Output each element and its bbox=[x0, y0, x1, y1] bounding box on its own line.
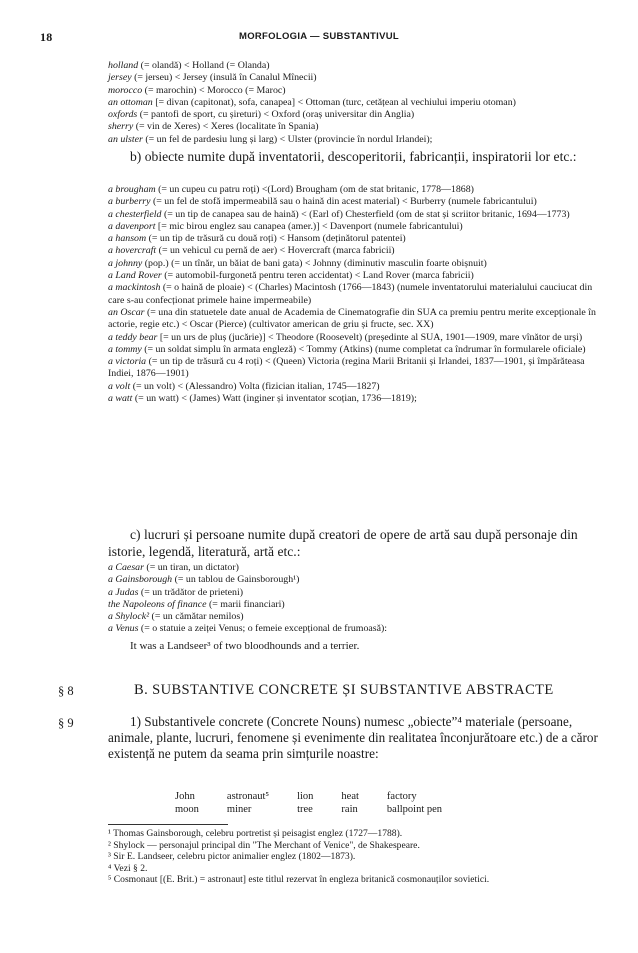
entry-item bbox=[108, 344, 610, 356]
entry-word: sherry bbox=[108, 121, 134, 133]
entry-item bbox=[108, 356, 610, 381]
word-cell: moon bbox=[175, 804, 199, 815]
entries-list-a bbox=[108, 60, 610, 146]
word-cell: astronaut⁵ bbox=[226, 791, 270, 802]
entry-word: holland bbox=[108, 60, 139, 71]
entry-definition: (= pantofi de sport, cu șireturi) < Oxford (oraș universitar din Anglia) bbox=[137, 109, 415, 121]
entry-item bbox=[108, 270, 610, 282]
entry-word: morocco bbox=[108, 84, 143, 96]
footnote: ⁴ Vezi § 2. bbox=[108, 862, 148, 874]
entry-item bbox=[108, 611, 610, 623]
entry-item bbox=[108, 97, 610, 109]
footnote: ³ Sir E. Landseer, celebru pictor animalier englez (1802—1873). bbox=[108, 851, 356, 863]
entry-item bbox=[108, 332, 610, 344]
words-row bbox=[175, 803, 470, 816]
words-row bbox=[175, 790, 470, 803]
entry-definition: (= un volt) < (Alessandro) Volta (fizician italian, 1745—1827) bbox=[130, 380, 380, 392]
heading-b: b) obiecte numite după inventatorii, descoperitorii, fabricanții, inspiratorii lor etc.: bbox=[130, 149, 577, 164]
entry-definition: (= un vehicul cu pernă de aer) < Hovercraft (marca fabricii) bbox=[156, 245, 395, 257]
entries-list-c bbox=[108, 562, 610, 636]
word-cell: factory bbox=[386, 791, 417, 802]
entry-definition: (= un fel de pardesiu lung și larg) < Ulster (provincie în nordul Irlandei); bbox=[142, 133, 433, 145]
entry-item bbox=[108, 393, 610, 405]
entry-definition: (= o statuie a zeiței Venus; o femeie excepțional de frumoasă): bbox=[138, 623, 388, 635]
entry-item bbox=[108, 233, 610, 245]
entry-item bbox=[108, 109, 610, 121]
entries-list-b bbox=[108, 184, 610, 405]
footnotes bbox=[108, 828, 613, 886]
entry-word: a Caesar bbox=[108, 562, 144, 573]
section-9-body bbox=[108, 714, 613, 762]
entry-item bbox=[108, 282, 610, 307]
entry-definition: (= un tip de canapea sau de haină) < (Earl of) Chesterfield (om de stat și scriitor britanic, 1694—1773) bbox=[161, 208, 570, 220]
entry-definition: (= un watt) < (James) Watt (inginer și inventator scoțian, 1736—1819); bbox=[132, 393, 417, 405]
entry-word: a volt bbox=[108, 380, 131, 392]
entry-definition: (= un cupeu cu patru roți) <(Lord) Brougham (om de stat britanic, 1778—1868) bbox=[155, 184, 474, 195]
entry-word: a burberry bbox=[108, 196, 151, 208]
word-cell: heat bbox=[341, 791, 359, 802]
entry-word: a johnny bbox=[108, 257, 143, 269]
entry-word: an ulster bbox=[108, 133, 143, 145]
entry-item bbox=[108, 307, 610, 332]
word-cell: ballpoint pen bbox=[386, 804, 443, 815]
entry-word: a Land Rover bbox=[108, 270, 162, 282]
entry-word: a watt bbox=[108, 393, 133, 405]
entry-item bbox=[108, 85, 610, 97]
entry-item bbox=[108, 196, 610, 208]
example-sentence: It was a Landseer³ of two bloodhounds and a terrier. bbox=[130, 640, 360, 652]
entry-word: an Oscar bbox=[108, 306, 145, 318]
entry-definition: (= o haină de ploaie) < (Charles) Macintosh (1766—1843) (numele inventatorului materialului cauciucat din care s-au confecționat primele haine impermeabile) bbox=[108, 282, 593, 306]
entry-word: jersey bbox=[108, 72, 132, 84]
entry-item bbox=[108, 599, 610, 611]
entry-definition: [= divan (capitonat), sofa, canapea] < Ottoman (turc, cetățean al vechiului imperiu otoman) bbox=[152, 96, 516, 108]
footnote-divider bbox=[108, 824, 228, 825]
entry-word: a hansom bbox=[108, 233, 147, 245]
entry-word: a teddy bear bbox=[108, 331, 158, 343]
entry-item bbox=[108, 184, 610, 196]
entry-definition: (= jerseu) < Jersey (insulă în Canalul Mînecii) bbox=[131, 72, 317, 84]
entry-item bbox=[108, 562, 610, 574]
entry-item bbox=[108, 258, 610, 270]
entry-word: a chesterfield bbox=[108, 208, 162, 220]
section-8-number: § 8 bbox=[58, 684, 74, 698]
entry-word: a Venus bbox=[108, 623, 139, 635]
entry-definition: (= un soldat simplu în armata engleză) < Tommy (Atkins) (nume completat ca îndrumar în formularele oficiale) bbox=[141, 343, 586, 355]
entry-definition: (= marii financiari) bbox=[206, 598, 285, 610]
entry-word: oxfords bbox=[108, 109, 138, 121]
entry-word: a mackintosh bbox=[108, 282, 161, 294]
entry-word: a davenport bbox=[108, 220, 156, 232]
entry-definition: (= un fel de stofă impermeabilă sau o haină din acest material) < Burberry (numele fabricantului) bbox=[150, 196, 537, 208]
entry-item bbox=[108, 587, 610, 599]
page-header bbox=[40, 30, 598, 46]
word-cell: lion bbox=[297, 791, 314, 802]
entry-word: a hovercraft bbox=[108, 245, 157, 257]
entry-item bbox=[108, 60, 610, 72]
entry-item bbox=[108, 574, 610, 586]
entry-word: an ottoman bbox=[108, 96, 153, 108]
word-cell: rain bbox=[341, 804, 358, 815]
footnote: ² Shylock — personajul principal din "The Merchant of Venice", de Shakespeare. bbox=[108, 839, 420, 851]
entry-definition: (= automobil-furgonetă pentru teren accidentat) < Land Rover (marca fabricii) bbox=[161, 270, 474, 282]
entry-definition: (= vin de Xeres) < Xeres (localitate în Spania) bbox=[133, 121, 319, 133]
section-9-text: 1) Substantivele concrete (Concrete Nouns) numesc „obiecte”⁴ materiale (persoane, animale, plante, lucruri, fenomene și evenimente din realitatea înconjurătoare etc.) de a căror existență ne putem da seama prin simțurile noastre: bbox=[108, 714, 598, 761]
entry-item bbox=[108, 381, 610, 393]
word-cell: tree bbox=[297, 804, 313, 815]
heading-c: c) lucruri și persoane numite după creatori de opere de artă sau după personaje din istorie, legendă, literatură, artă etc.: bbox=[108, 527, 578, 559]
entry-definition: (= olandă) < Holland (= Olanda) bbox=[138, 60, 270, 71]
entry-definition: (= un cămătar nemilos) bbox=[149, 611, 244, 623]
running-title: MORFOLOGIA — SUBSTANTIVUL bbox=[238, 31, 400, 42]
entry-definition: (= un tiran, un dictator) bbox=[143, 562, 239, 573]
entry-definition: (= un tablou de Gainsborough¹) bbox=[172, 574, 300, 586]
entry-item bbox=[108, 623, 610, 635]
entry-item bbox=[108, 134, 610, 146]
footnote: ⁵ Cosmonaut [(E. Brit.) = astronaut] este titlul rezervat în engleza britanică cosmonauților sovietici. bbox=[108, 874, 490, 886]
entry-definition: (= un tip de trăsură cu două roți) < Hansom (deținătorul patentei) bbox=[146, 233, 406, 245]
word-cell: John bbox=[175, 791, 195, 802]
entry-definition: (= un trădător de prieteni) bbox=[138, 586, 244, 598]
entry-definition: [= un urs de pluș (jucărie)] < Theodore (Roosevelt) (președinte al SUA, 1901—1909, mare vînător de urși) bbox=[157, 331, 583, 343]
entry-word: a victoria bbox=[108, 356, 147, 368]
section-8-title: B. SUBSTANTIVE CONCRETE ȘI SUBSTANTIVE ABSTRACTE bbox=[134, 682, 554, 698]
entry-item bbox=[108, 221, 610, 233]
entry-definition: (= una din statuetele date anual de Academia de Cinematografie din SUA ca premiu pentru merite excepționale în actorie, regie etc.) < Oscar (Pierce) (cultivator american de griu și fructe, sec. XX) bbox=[108, 306, 596, 331]
entry-word: a Judas bbox=[108, 586, 139, 598]
entry-word: the Napoleons of finance bbox=[108, 598, 207, 610]
entry-definition: (pop.) (= un tînăr, un băiat de bani gata) < Johnny (diminutiv masculin foarte obișnuit) bbox=[142, 257, 487, 269]
section-9-number: § 9 bbox=[58, 716, 74, 730]
footnote: ¹ Thomas Gainsborough, celebru portretist și peisagist englez (1727—1788). bbox=[108, 828, 403, 839]
entry-definition: (= un tip de trăsură cu 4 roți) < (Queen) Victoria (regina Marii Britanii și Irlandei, 1837—1901, și împărăteasa Indiei, 1876—1901) bbox=[108, 356, 585, 380]
entry-item bbox=[108, 245, 610, 257]
entry-word: a Shylock² bbox=[108, 611, 150, 623]
entry-word: a Gainsborough bbox=[108, 574, 173, 586]
entry-word: a tommy bbox=[108, 343, 142, 355]
entry-definition: [= mic birou englez sau canapea (amer.)] < Davenport (numele fabricantului) bbox=[155, 220, 463, 232]
entry-item bbox=[108, 209, 610, 221]
entry-item bbox=[108, 72, 610, 84]
entry-definition: (= marochin) < Morocco (= Maroc) bbox=[142, 84, 286, 96]
example-words-table bbox=[175, 790, 470, 816]
page-number: 18 bbox=[40, 30, 53, 44]
entry-item bbox=[108, 121, 610, 133]
entry-word: a brougham bbox=[108, 184, 156, 195]
word-cell: miner bbox=[226, 804, 252, 815]
